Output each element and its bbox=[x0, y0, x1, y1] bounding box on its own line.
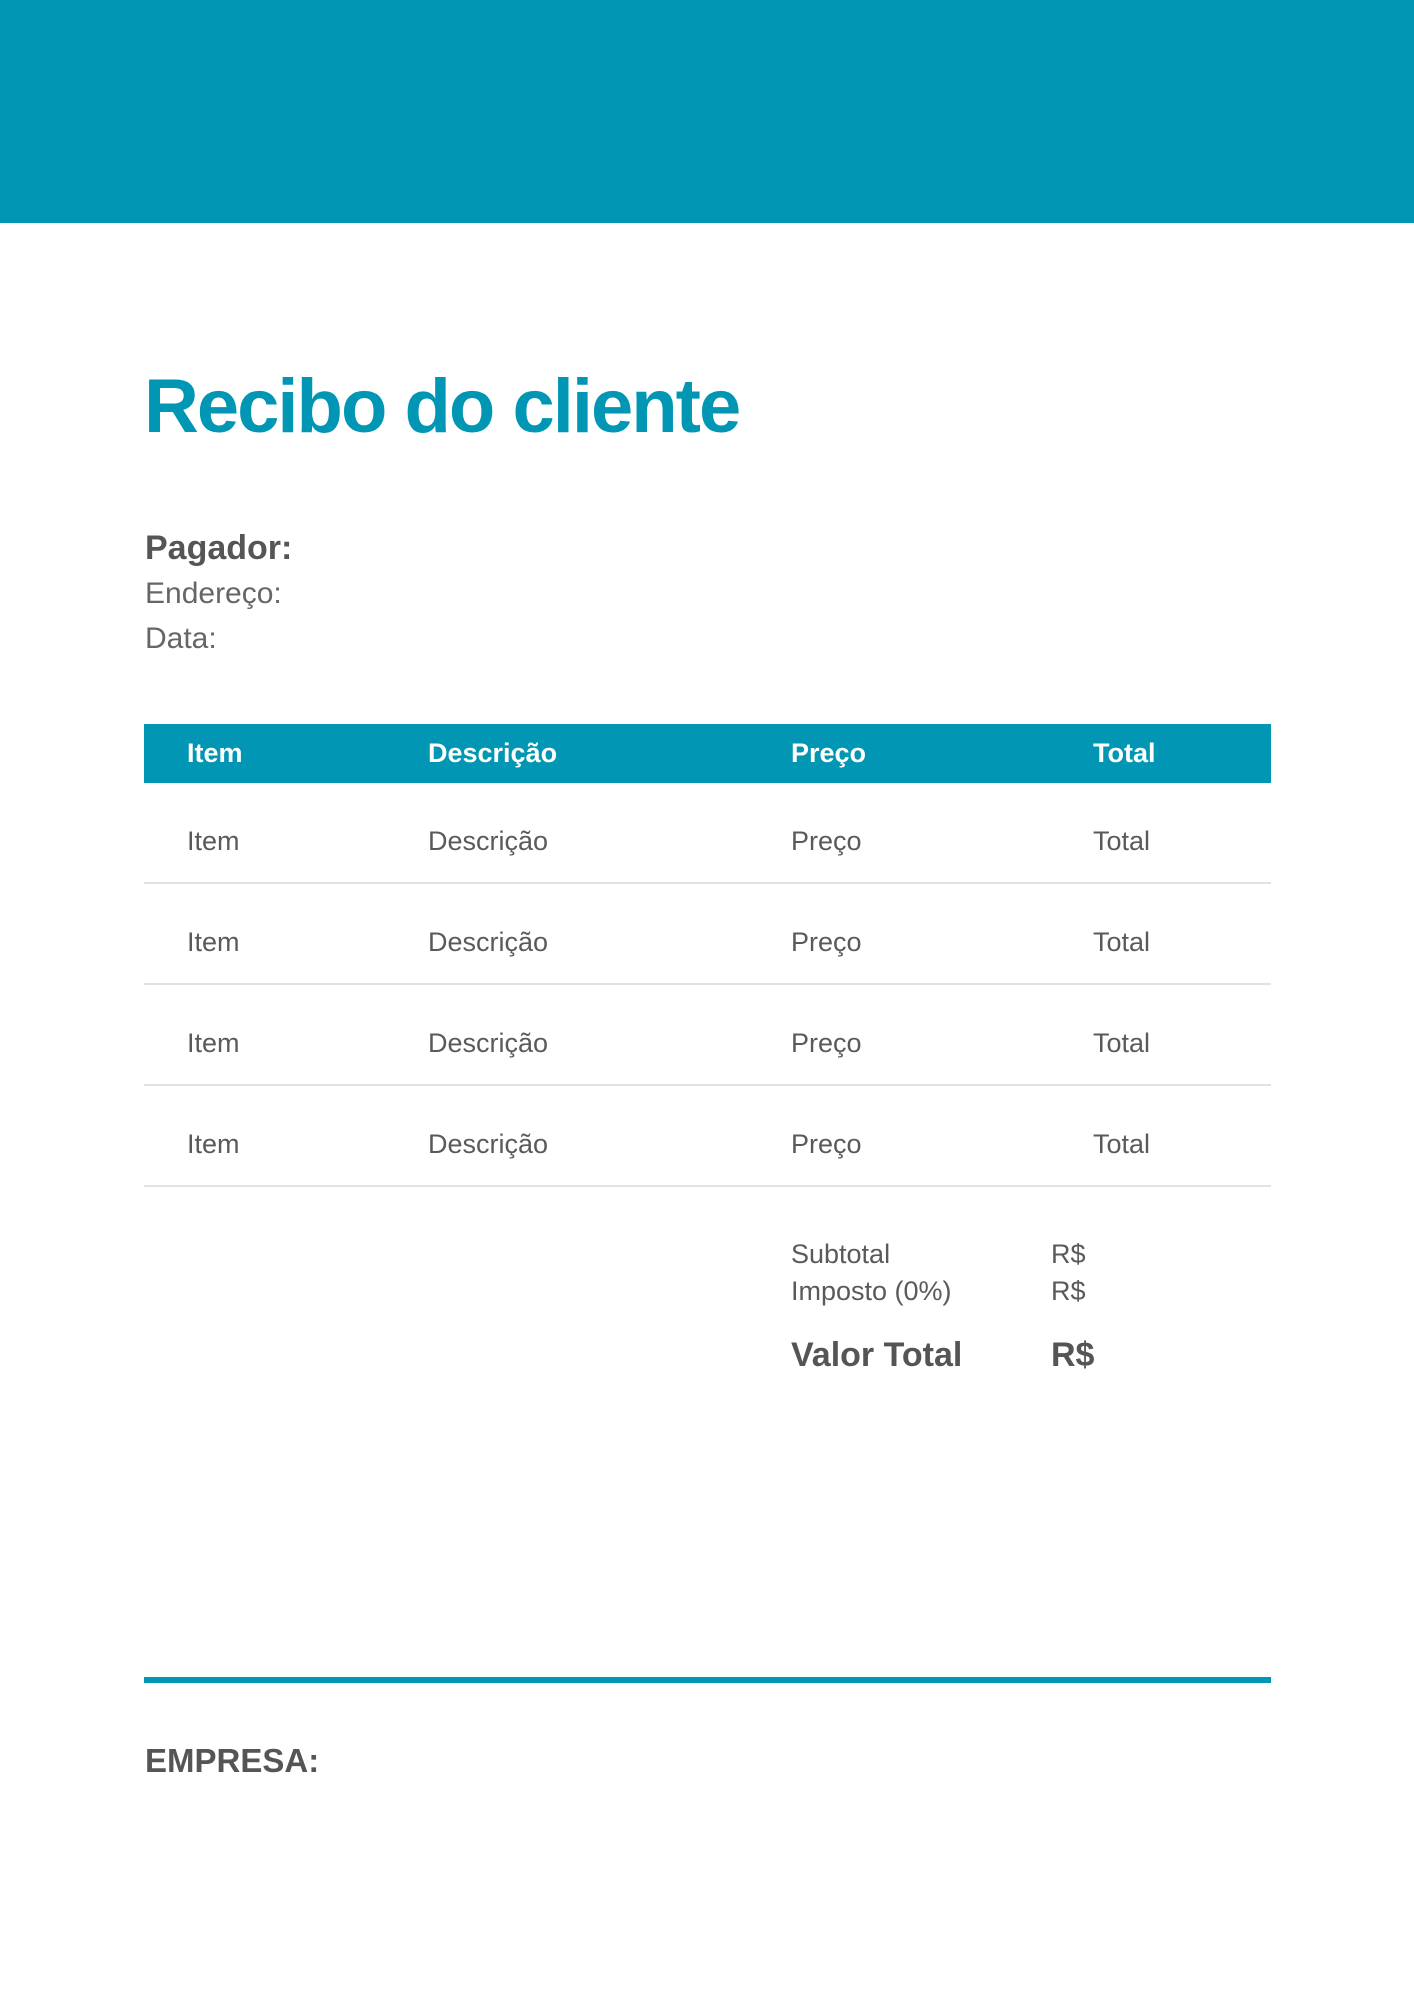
totals-block bbox=[791, 1236, 1191, 1378]
document-title: Recibo do cliente bbox=[144, 364, 740, 449]
cell-description: Descrição bbox=[428, 1028, 549, 1058]
header-price: Preço bbox=[791, 738, 867, 768]
cell-item: Item bbox=[187, 1129, 240, 1159]
header-total: Total bbox=[1093, 738, 1156, 768]
cell-description: Descrição bbox=[428, 927, 549, 957]
cell-item: Item bbox=[187, 826, 240, 856]
table-row bbox=[144, 783, 1271, 884]
cell-description: Descrição bbox=[428, 1129, 549, 1159]
cell-price: Preço bbox=[791, 826, 862, 856]
cell-price: Preço bbox=[791, 1129, 862, 1159]
tax-row bbox=[791, 1273, 1191, 1310]
grand-total-value: R$ bbox=[1051, 1336, 1095, 1374]
cell-price: Preço bbox=[791, 927, 862, 957]
header-banner bbox=[0, 0, 1414, 223]
cell-total: Total bbox=[1093, 826, 1151, 856]
cell-price: Preço bbox=[791, 1028, 862, 1058]
company-label: EMPRESA: bbox=[145, 1742, 320, 1779]
date-label: Data: bbox=[145, 622, 217, 655]
subtotal-row bbox=[791, 1236, 1191, 1273]
table-row bbox=[144, 985, 1271, 1086]
header-item: Item bbox=[187, 738, 243, 768]
cell-total: Total bbox=[1093, 1028, 1151, 1058]
tax-value: R$ bbox=[1051, 1276, 1086, 1306]
table-row bbox=[144, 884, 1271, 985]
footer-divider bbox=[144, 1677, 1271, 1683]
cell-item: Item bbox=[187, 927, 240, 957]
grand-total-row bbox=[791, 1332, 1191, 1378]
header-description: Descrição bbox=[428, 738, 558, 768]
cell-total: Total bbox=[1093, 927, 1151, 957]
cell-total: Total bbox=[1093, 1129, 1151, 1159]
cell-item: Item bbox=[187, 1028, 240, 1058]
payer-info bbox=[145, 525, 292, 661]
items-table bbox=[144, 724, 1271, 1187]
grand-total-label: Valor Total bbox=[791, 1336, 963, 1374]
subtotal-value: R$ bbox=[1051, 1239, 1086, 1269]
tax-label: Imposto (0%) bbox=[791, 1276, 952, 1306]
cell-description: Descrição bbox=[428, 826, 549, 856]
payer-label: Pagador: bbox=[145, 529, 293, 567]
address-label: Endereço: bbox=[145, 577, 282, 610]
table-header bbox=[144, 724, 1271, 783]
subtotal-label: Subtotal bbox=[791, 1239, 891, 1269]
table-row bbox=[144, 1086, 1271, 1187]
